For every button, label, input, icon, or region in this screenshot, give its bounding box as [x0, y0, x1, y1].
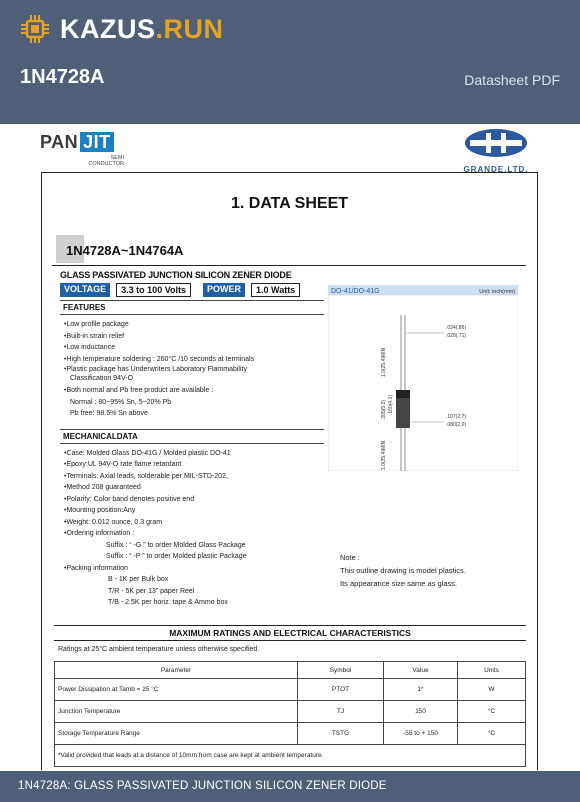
cell: Power Dissipation at Tamb = 25 °C: [55, 679, 298, 701]
lead-length-bottom: 1.0(25.4)MIN: [381, 440, 387, 470]
mech-item: • Method 208 guaranteed: [60, 482, 324, 494]
footer-bar: 1N4728A: GLASS PASSIVATED JUNCTION SILICON ZENER DIODE: [0, 771, 580, 802]
table-footnote-row: [55, 745, 526, 767]
body-length-a: .205(5.2): [381, 399, 387, 420]
feature-item: • Built-in strain relief: [60, 331, 324, 343]
unit-label: Unit: inch(mm): [479, 289, 515, 295]
feature-item-cont: Normal : 80~95% Sn, 5~20% Pb: [70, 398, 172, 406]
body-length-b: .160(4.1): [388, 394, 394, 415]
package-name: DO-41/DO-41G: [331, 288, 380, 295]
cell: PTOT: [298, 679, 384, 701]
lead-dia-a: .034(.86): [446, 325, 467, 331]
mech-item: • Epoxy:UL 94V-O rate flame retardant: [60, 459, 324, 471]
mech-item-cont: T/R - 5K per 13” paper Reel: [108, 587, 195, 595]
datasheet-page: [0, 124, 580, 770]
cell: W: [458, 679, 526, 701]
mech-item: • Mounting position:Any: [60, 505, 324, 517]
divider: [52, 265, 526, 266]
table-header-row: [55, 662, 526, 679]
voltage-label: VOLTAGE: [60, 283, 110, 297]
mech-item-cont: Suffix : “ -P ” to order Molded plastic Package: [106, 553, 247, 560]
brand-main: KAZUS: [60, 13, 156, 44]
feature-item-cont: Pb free: 98.5% Sn above: [70, 410, 148, 417]
site-header: [0, 0, 580, 124]
mech-heading: MECHANICALDATA: [60, 429, 324, 444]
grande-emblem-icon: [464, 128, 528, 158]
cell: 1*: [384, 679, 458, 701]
voltage-value: 3.3 to 100 Volts: [116, 283, 191, 297]
body-dia-b: .080(2.0): [446, 422, 467, 428]
grande-logo: [456, 128, 536, 174]
mech-item-cont: B - 1K per Bulk box: [108, 576, 169, 583]
footnote: *Valid provided that leads at a distance of 10mm from case are kept at ambient temperature.: [55, 745, 526, 767]
ratings-row: [60, 283, 300, 297]
panjit-word-a: PAN: [40, 132, 79, 152]
cell: TSTG: [298, 723, 384, 745]
cell: °C: [458, 701, 526, 723]
lead-length-top: 1.0(25.4)MIN: [381, 347, 387, 377]
cell: Storage Temperature Range: [55, 723, 298, 745]
mech-item: • Terminals: Axial leads, solderable per MIL-STD-202,: [60, 471, 324, 483]
mech-item: • Weight: 0.012 ounce, 0.3 gram: [60, 517, 324, 529]
outline-note: [340, 551, 466, 590]
datasheet-pdf-link[interactable]: Datasheet PDF: [464, 72, 560, 88]
page-title: 1N4728A: [20, 66, 105, 88]
grande-name: GRANDE.LTD.: [463, 165, 529, 174]
site-logo[interactable]: [20, 10, 224, 48]
power-label: POWER: [203, 283, 245, 297]
feature-item-cont: Classification 94V-O: [70, 375, 134, 382]
cell: Junction Temperature: [55, 701, 298, 723]
mech-item: • Case: Molded Glass DO-41G / Molded plastic DO-41: [60, 448, 324, 460]
max-ratings-title: MAXIMUM RATINGS AND ELECTRICAL CHARACTERISTICS: [54, 625, 526, 641]
note-line: This outline drawing is model plastics.: [340, 566, 466, 575]
brand-name: [60, 14, 224, 45]
part-range: 1N4728A~1N4764A: [66, 243, 184, 258]
col-header: Symbol: [298, 662, 384, 679]
col-header: Value: [384, 662, 458, 679]
panjit-logo: [40, 132, 124, 167]
note-line: Note :: [340, 553, 361, 562]
mech-item-cont: Suffix : “ -G ” to order Molded Glass Package: [106, 541, 246, 549]
feature-item: • Both normal and Pb free product are available :: [60, 385, 324, 397]
features-section: [60, 300, 324, 609]
feature-item: • Plastic package has Underwriters Laboratory Flammability: [60, 365, 324, 374]
feature-item: • High temperature soldering : 260°C /10 seconds at terminals: [60, 354, 324, 366]
ambient-note: Ratings at 25°C ambient temperature unless otherwise specified.: [58, 646, 260, 653]
cell: -55 to + 150: [384, 723, 458, 745]
features-heading: FEATURES: [60, 300, 324, 315]
note-line: Its appearance size same as glass.: [340, 579, 458, 588]
feature-item: • Low profile package: [60, 319, 324, 331]
feature-item: • Low inductance: [60, 342, 324, 354]
datasheet-frame: [41, 172, 538, 770]
cell: °C: [458, 723, 526, 745]
cell: TJ: [298, 701, 384, 723]
datasheet-title: 1. DATA SHEET: [230, 195, 349, 212]
brand-accent: .RUN: [155, 13, 224, 44]
cell: 150: [384, 701, 458, 723]
mech-item: • Packing information: [60, 563, 324, 575]
chip-icon: [20, 14, 50, 44]
ratings-table: [54, 661, 526, 767]
mech-item: • Polarity: Color band denotes positive end: [60, 494, 324, 506]
panjit-word-b: JIT: [80, 132, 114, 152]
package-outline-drawing: [328, 285, 518, 471]
table-row: [55, 723, 526, 745]
mech-item-cont: T/B - 2.5K per horiz. tape & Ammo box: [108, 599, 228, 606]
mech-item: • Ordering information :: [60, 528, 324, 540]
col-header: Parameter: [55, 662, 298, 679]
panjit-sub: SEMI CONDUCTOR: [88, 155, 124, 167]
device-subtitle: GLASS PASSIVATED JUNCTION SILICON ZENER DIODE: [60, 270, 292, 280]
body-dia-a: .107(2.7): [446, 414, 467, 420]
col-header: Units: [458, 662, 526, 679]
power-value: 1.0 Watts: [251, 283, 300, 297]
lead-dia-b: .028(.71): [446, 333, 467, 339]
table-row: [55, 701, 526, 723]
table-row: [55, 679, 526, 701]
